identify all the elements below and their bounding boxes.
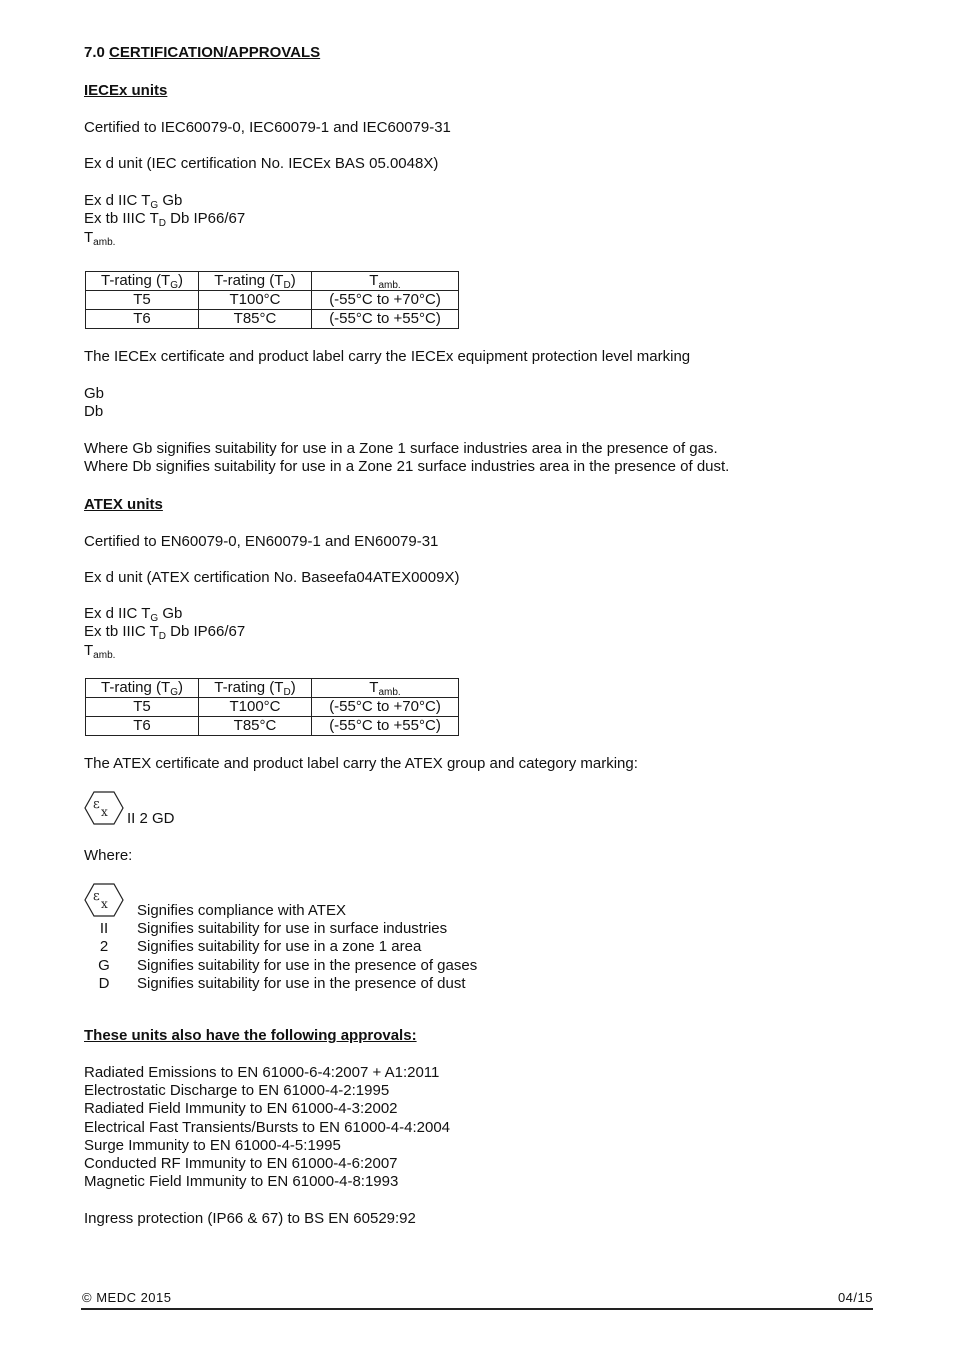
list-item: Magnetic Field Immunity to EN 61000-4-8:1993: [84, 1173, 399, 1190]
svg-text:x: x: [101, 897, 108, 911]
section-title-text: CERTIFICATION/APPROVALS: [109, 44, 321, 61]
table-cell: T6: [86, 310, 199, 329]
list-item: Surge Immunity to EN 61000-4-5:1995: [84, 1137, 341, 1154]
table-header-cell: $T_{amb.}$: [312, 272, 459, 291]
legend-text: Signifies suitability for use in the presence of dust: [137, 975, 466, 992]
table-row: [86, 717, 459, 736]
atex-label-text: The ATEX certificate and product label carry the ATEX group and category marking:: [84, 755, 638, 772]
iecex-label-text: The IECEx certificate and product label carry the IECEx equipment protection level marking: [84, 348, 691, 365]
table-header-row: [86, 679, 459, 698]
footer-date: 04/15: [837, 1290, 873, 1305]
table-cell: T85°C: [199, 310, 312, 329]
atex-mark-gas: Ex d IIC $T_G$ Gb: [84, 605, 183, 624]
ex-hexagon-icon: [84, 882, 124, 918]
legend-text: Signifies compliance with ATEX: [137, 902, 346, 919]
svg-text:ε: ε: [93, 797, 100, 812]
atex-rating-table: [85, 678, 459, 736]
iecex-certified: Certified to IEC60079-0, IEC60079-1 and IEC60079-31: [84, 119, 451, 136]
footer-copyright: © MEDC 2015: [82, 1290, 172, 1305]
atex-certified: Certified to EN60079-0, EN60079-1 and EN60079-31: [84, 533, 439, 550]
approvals-heading: These units also have the following approvals:: [84, 1027, 417, 1044]
atex-heading: ATEX units: [84, 496, 163, 513]
table-row: [86, 291, 459, 310]
iecex-mark-gas: Ex d IIC $T_G$ Gb: [84, 192, 183, 211]
svg-text:x: x: [101, 805, 108, 819]
ex-hexagon-icon: [84, 790, 124, 826]
iecex-tamb: $T_{amb.}$: [84, 229, 116, 248]
table-row: [86, 310, 459, 329]
table-header-cell: T-rating $(T_D)$: [199, 272, 312, 291]
ingress-protection: Ingress protection (IP66 & 67) to BS EN 60529:92: [84, 1210, 416, 1227]
iecex-where-gb: Where Gb signifies suitability for use in a Zone 1 surface industries area in the presence of gas.: [84, 440, 718, 457]
table-cell: (-55°C to +55°C): [312, 310, 459, 329]
footer-rule: [81, 1308, 873, 1310]
table-header-cell: T-rating $(T_G)$: [86, 272, 199, 291]
table-cell: T6: [86, 717, 199, 736]
legend-symbol: D: [98, 975, 110, 992]
iecex-epl-gb: Gb: [84, 385, 105, 402]
legend-text: Signifies suitability for use in surface industries: [137, 920, 448, 937]
list-item: Conducted RF Immunity to EN 61000-4-6:2007: [84, 1155, 398, 1172]
atex-mark-dust: Ex tb IIIC $T_D$ Db IP66/67: [84, 623, 246, 642]
svg-text:ε: ε: [93, 889, 100, 904]
section-number: 7.0: [84, 44, 110, 61]
iecex-rating-table: [85, 271, 459, 329]
list-item: Radiated Field Immunity to EN 61000-4-3:2002: [84, 1100, 398, 1117]
table-cell: T100°C: [199, 291, 312, 310]
iecex-where-db: Where Db signifies suitability for use in a Zone 21 surface industries area in the presence of dust.: [84, 458, 730, 475]
legend-symbol: G: [98, 957, 110, 974]
section-title: [84, 44, 320, 62]
atex-where: Where:: [84, 847, 133, 864]
legend-symbol: 2: [99, 938, 109, 955]
table-header-cell: $T_{amb.}$: [312, 679, 459, 698]
atex-tamb: $T_{amb.}$: [84, 642, 116, 661]
table-cell: T100°C: [199, 698, 312, 717]
table-header-cell: T-rating $(T_D)$: [199, 679, 312, 698]
table-header-cell: T-rating $(T_G)$: [86, 679, 199, 698]
legend-symbol: II: [99, 920, 109, 937]
table-cell: (-55°C to +55°C): [312, 717, 459, 736]
table-cell: T5: [86, 698, 199, 717]
legend-text: Signifies suitability for use in a zone 1 area: [137, 938, 422, 955]
legend-text: Signifies suitability for use in the presence of gases: [137, 957, 478, 974]
iecex-exd: Ex d unit (IEC certification No. IECEx BAS 05.0048X): [84, 155, 439, 172]
list-item: Radiated Emissions to EN 61000-6-4:2007 + A1:2011: [84, 1064, 440, 1081]
table-cell: T5: [86, 291, 199, 310]
atex-marking: II 2 GD: [127, 810, 175, 827]
table-row: [86, 698, 459, 717]
iecex-epl-db: Db: [84, 403, 104, 420]
atex-exd: Ex d unit (ATEX certification No. Baseefa04ATEX0009X): [84, 569, 460, 586]
table-cell: (-55°C to +70°C): [312, 698, 459, 717]
list-item: Electrical Fast Transients/Bursts to EN 61000-4-4:2004: [84, 1119, 451, 1136]
list-item: Electrostatic Discharge to EN 61000-4-2:1995: [84, 1082, 390, 1099]
table-header-row: [86, 272, 459, 291]
iecex-heading: IECEx units: [84, 82, 168, 99]
table-cell: (-55°C to +70°C): [312, 291, 459, 310]
table-cell: T85°C: [199, 717, 312, 736]
iecex-mark-dust: Ex tb IIIC $T_D$ Db IP66/67: [84, 210, 246, 229]
